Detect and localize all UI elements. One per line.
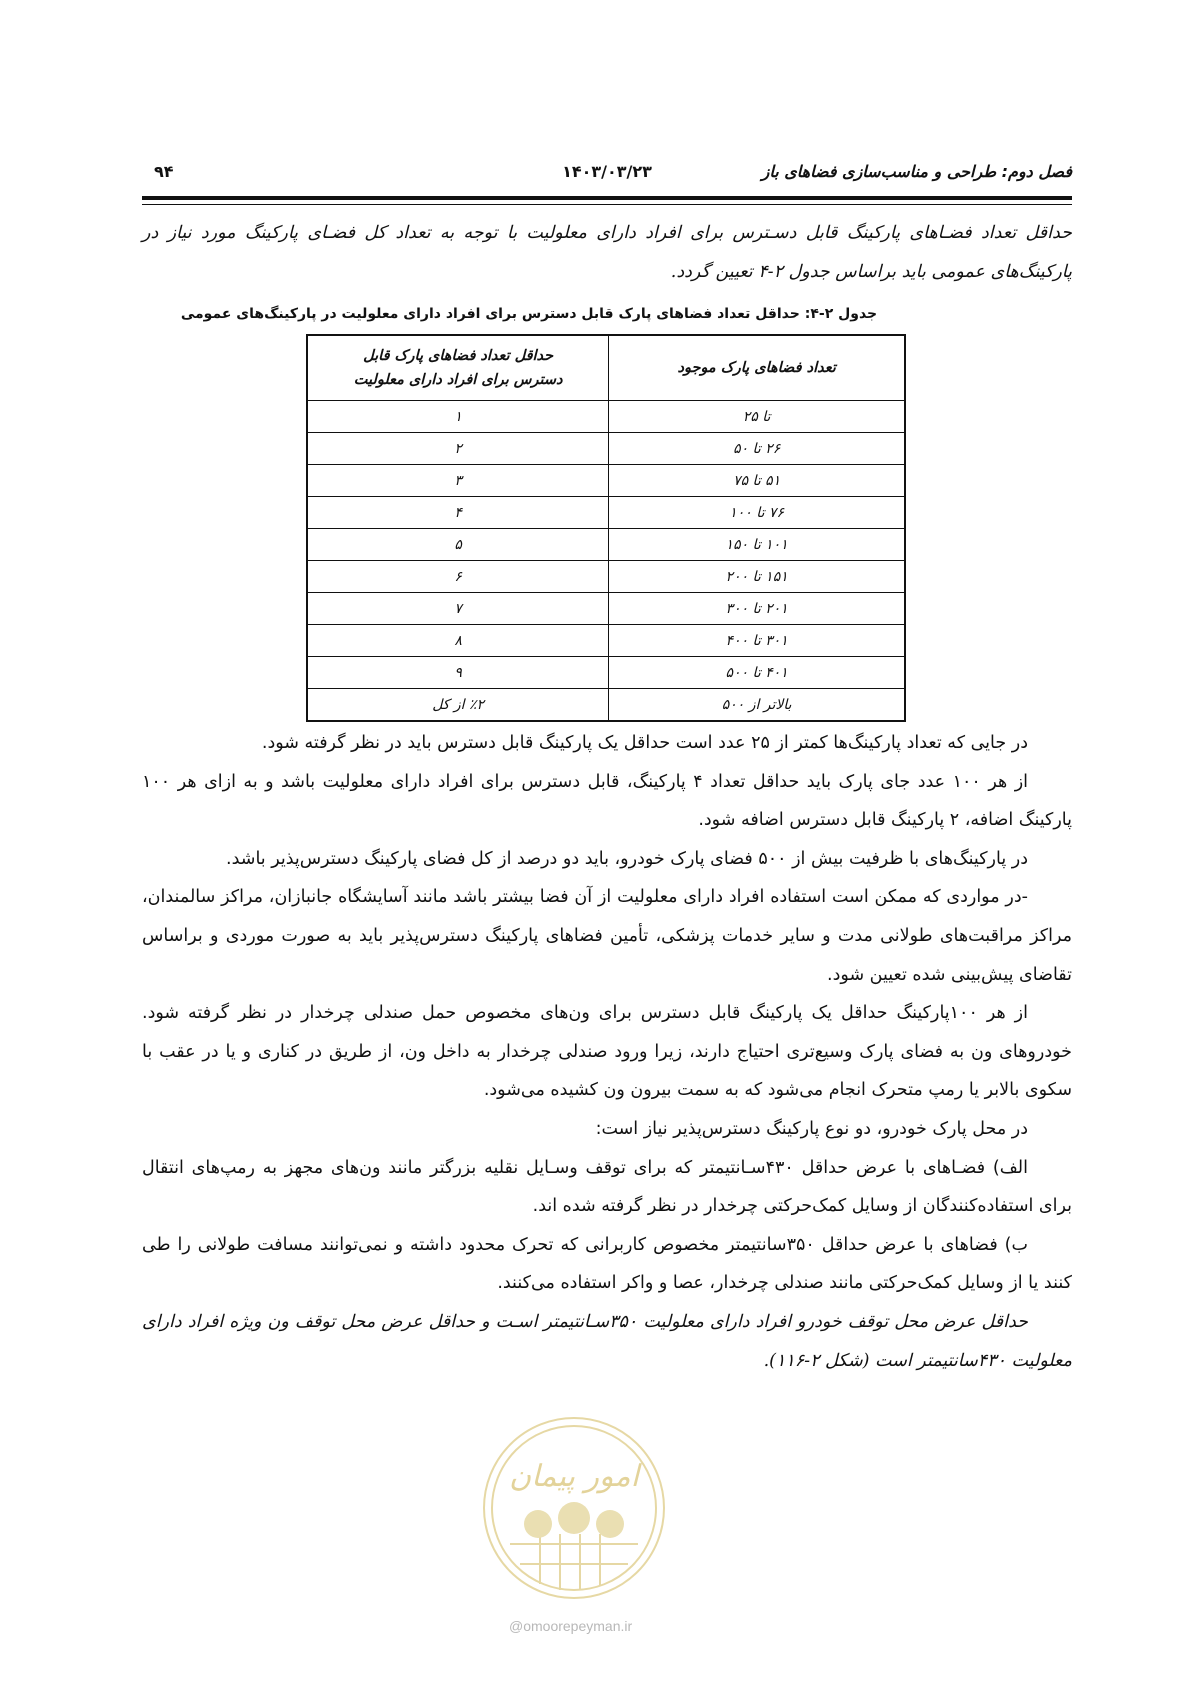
page-header xyxy=(142,158,1072,186)
paragraph: ب) فضاهای با عرض حداقل ۳۵۰سانتیمتر مخصوص کاربرانی که تحرک محدود داشته و نمی‌توانند مسافت طولانی را طی کنند یا از وسایل کمک‌حرکتی مانند صندلی چرخدار، عصا و واکر استفاده می‌کنند. xyxy=(142,1234,1072,1294)
watermark-logo-text: امور پیمان xyxy=(509,1459,639,1494)
paragraph: الف) فضـاهای با عرض حداقل ۴۳۰سـانتیمتر که برای توقف وسـایل نقلیه بزرگتر مانند ون‌های مجهز به رمپ‌های انتقال برای استفاده‌کنندگان از وسایل کمک‌حرکتی چرخدار در نظر گرفته شده اند. xyxy=(142,1157,1072,1217)
page-number: ۹۴ xyxy=(154,162,174,181)
table-row xyxy=(307,401,905,433)
existing-cell: ۱۰۱ تا ۱۵۰ xyxy=(609,529,905,561)
watermark-logo-icon xyxy=(480,1414,668,1602)
closing-paragraph: حداقل عرض محل توقف خودرو افراد دارای معلولیت ۳۵۰سـانتیمتر اسـت و حداقل عرض محل توقف ون ویژه افراد دارای معلولیت ۴۳۰سانتیمتر است (شکل ۲-۱۱۶). xyxy=(142,1311,1072,1371)
table-row xyxy=(307,465,905,497)
accessible-cell: ۹ xyxy=(307,657,609,689)
intro-paragraph: حداقل تعداد فضـاهای پارکینگ قابل دسـترس برای افراد دارای معلولیت با توجه به تعداد کل فضـای پارکینگ مورد نیاز در پارکینگ‌های عمومی باید براساس جدول ۲-۴ تعیین گردد. xyxy=(142,223,1072,282)
table-row xyxy=(307,497,905,529)
parking-table xyxy=(306,334,906,722)
header-existing-spaces: تعداد فضاهای پارک موجود xyxy=(609,335,905,401)
chapter-title: فصل دوم: طراحی و مناسب‌سازی فضاهای باز xyxy=(761,162,1072,181)
paragraph: در جایی که تعداد پارکینگ‌ها کمتر از ۲۵ عدد است حداقل یک پارکینگ قابل دسترس باید در نظر گرفته شود. xyxy=(261,733,1028,753)
existing-cell: تا ۲۵ xyxy=(609,401,905,433)
table-row xyxy=(307,593,905,625)
accessible-cell: ۶ xyxy=(307,561,609,593)
accessible-cell: ۵ xyxy=(307,529,609,561)
paragraph: از هر ۱۰۰پارکینگ حداقل یک پارکینگ قابل دسترس برای ون‌های مخصوص حمل صندلی چرخدار در نظر گرفته شود. خودروهای ون به فضای پارک وسیع‌تری احتیاج دارند، زیرا ورود صندلی چرخدار به داخل ون، از طریق در کناری و یا در عقب با سکوی بالابر یا رمپ متحرک انجام می‌شود که به سمت بیرون ون کشیده می‌شود. xyxy=(142,1003,1072,1101)
accessible-cell: ۴ xyxy=(307,497,609,529)
existing-cell: ۱۵۱ تا ۲۰۰ xyxy=(609,561,905,593)
header-date: ۱۴۰۳/۰۳/۲۳ xyxy=(562,162,652,181)
table-header-row xyxy=(307,335,905,401)
accessible-cell: ۲ xyxy=(307,433,609,465)
table-row xyxy=(307,433,905,465)
existing-cell: ۷۶ تا ۱۰۰ xyxy=(609,497,905,529)
accessible-cell: ۱ xyxy=(307,401,609,433)
body-text xyxy=(142,724,1072,1380)
watermark-site: @omoorepeyman.ir xyxy=(509,1618,633,1634)
accessible-cell: ۷ xyxy=(307,593,609,625)
table-row xyxy=(307,689,905,722)
table-row xyxy=(307,529,905,561)
header-accessible-spaces-text: حداقل تعداد فضاهای پارک قابل دسترس برای افراد دارای معلولیت xyxy=(353,348,563,388)
intro-block xyxy=(142,214,1072,292)
header-rule-thin xyxy=(142,204,1072,205)
accessible-cell: ۸ xyxy=(307,625,609,657)
table-row xyxy=(307,625,905,657)
existing-cell: ۴۰۱ تا ۵۰۰ xyxy=(609,657,905,689)
table-row xyxy=(307,561,905,593)
table-caption: جدول ۲-۴: حداقل تعداد فضاهای پارک قابل دسترس برای افراد دارای معلولیت در پارکینگ‌های عمومی xyxy=(180,306,878,322)
existing-cell: ۲۶ تا ۵۰ xyxy=(609,433,905,465)
existing-cell: ۵۱ تا ۷۵ xyxy=(609,465,905,497)
paragraph: از هر ۱۰۰ عدد جای پارک باید حداقل تعداد ۴ پارکینگ، قابل دسترس برای افراد دارای معلولیت باشد و به ازای هر ۱۰۰ پارکینگ اضافه، ۲ پارکینگ قابل دسترس اضافه شود. xyxy=(142,771,1072,831)
header-rule xyxy=(142,196,1072,200)
paragraph: در پارکینگ‌های با ظرفیت بیش از ۵۰۰ فضای پارک خودرو، باید دو درصد از کل فضای پارکینگ دسترس‌پذیر باشد. xyxy=(226,848,1028,869)
table-row xyxy=(307,657,905,689)
accessible-cell: ۳ xyxy=(307,465,609,497)
paragraph: -در مواردی که ممکن است استفاده افراد دارای معلولیت از آن فضا بیشتر باشد مانند آسایشگاه جانبازان، مراکز سالمندان، مراکز مراقبت‌های طولانی مدت و سایر خدمات پزشکی، تأمین فضاهای پارکینگ دسترس‌پذیر باید به صورت موردی و براساس تقاضای پیش‌بینی شده تعیین شود. xyxy=(142,887,1072,985)
accessible-cell: ٪۲ از کل xyxy=(307,689,609,722)
existing-cell: بالاتر از ۵۰۰ xyxy=(609,689,905,722)
existing-cell: ۳۰۱ تا ۴۰۰ xyxy=(609,625,905,657)
existing-cell: ۲۰۱ تا ۳۰۰ xyxy=(609,593,905,625)
paragraph: در محل پارک خودرو، دو نوع پارکینگ دسترس‌پذیر نیاز است: xyxy=(595,1118,1028,1139)
header-accessible-spaces xyxy=(307,335,609,401)
